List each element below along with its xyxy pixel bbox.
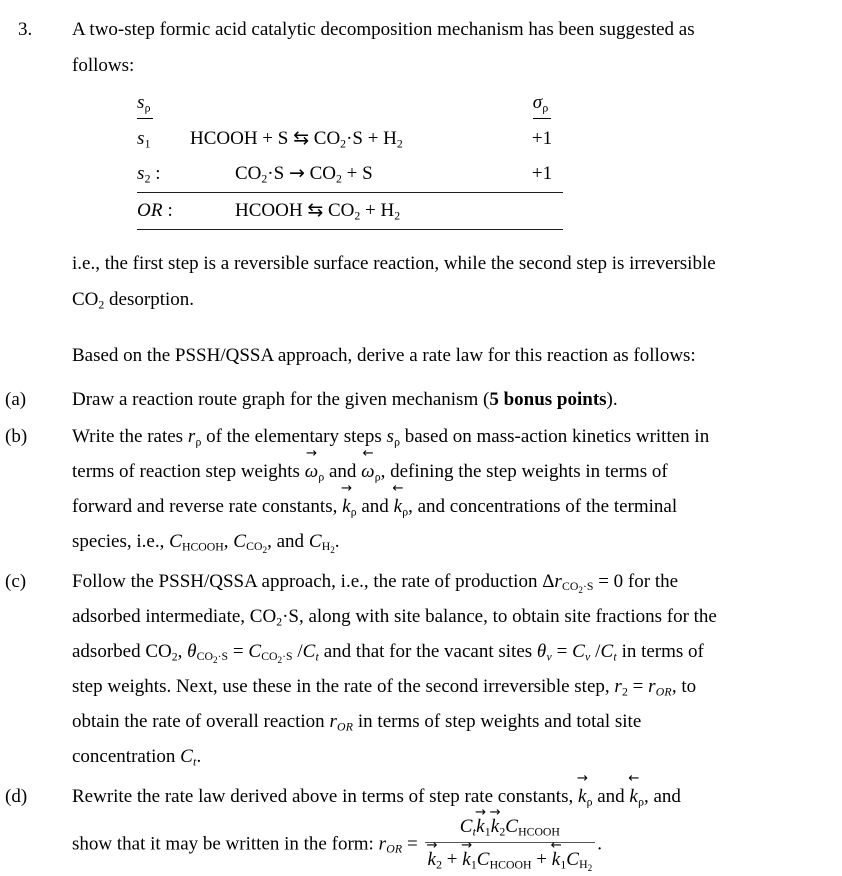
mechanism-table-header — [137, 88, 563, 119]
part-a-text: Draw a reaction route graph for the given mechanism (5 bonus points). — [72, 389, 618, 410]
overall-reaction-row — [137, 193, 563, 230]
overall-reaction-label: OR : — [137, 200, 173, 221]
part-c-row — [0, 564, 842, 774]
part-d-row — [0, 771, 842, 876]
overall-reaction-equation: HCOOH ⇆ $CO_2 + H_2$ — [235, 199, 401, 223]
approach-text: Based on the PSSH/QSSA approach, derive a rate law for this reaction as follows: — [72, 345, 696, 366]
mechanism-row-step1 — [137, 121, 563, 156]
step1-stoich-number: +1 — [531, 128, 553, 149]
part-b-text: Write the rates $r_\rho$ of the elementary steps $s_\rho$ based on mass-action kinetics written in terms of reaction step weights → $\omega_\rho$ and ← $\omega_\rho$, defining the step weights in terms of forward and reverse rate constants, → $k_\rho$ and ← $k_\rho$, and concentrations of the terminal species, i.e., $C_{HCOOH}$, $C_{CO_2}$, and $C_{H_2}$. — [72, 426, 710, 556]
part-c-text: Follow the PSSH/QSSA approach, i.e., the rate of production $\Delta r_{CO_2\cdot S} = 0$ for the adsorbed intermediate, $CO_2\cdot S$, along with site balance, to obtain site fractions for the adsorbed $CO_2$, $\theta_{CO_2\cdot S} = C_{CO_2\cdot S}$ $/C_t$ and that for the vacant sites $\theta_v = C_v$ $/C_t$ in terms of step weights. Next, use these in the rate of the second irreversible step, $r_2 = r_{OR}$, to obtain the rate of overall reaction $r_{OR}$ in terms of step weights and total site concentration $C_t$. — [72, 571, 717, 769]
sigma-column-header: $\sigma_\rho$ — [533, 88, 551, 119]
problem-3-block — [0, 12, 842, 84]
problem-number: 3. — [18, 19, 33, 40]
part-d-text: Rewrite the rate law derived above in terms of step rate constants, → $k_\rho$ and ← $k_\rho$, and show that it may be written in the form: $r_{OR}$ = $C_t$ → $k_1$ → $k_2C_{HCOOH}$ → $k_2$ + → $k_1C_{HCOOH}$ + ← $k_1C_{H_2}$ . — [72, 771, 681, 874]
part-d-label: (d) — [5, 786, 28, 807]
part-a-label: (a) — [5, 389, 27, 410]
problem-intro-text: A two-step formic acid catalytic decomposition mechanism has been suggested as follows: — [72, 19, 695, 76]
part-b-row — [0, 419, 842, 559]
part-a-row — [0, 382, 842, 417]
step2-label: $s_2$ : — [137, 163, 161, 186]
mechanism-row-step2 — [137, 156, 563, 193]
note-block — [0, 246, 842, 318]
approach-block — [0, 338, 842, 374]
note-text: i.e., the first step is a reversible surface reaction, while the second step is irreversible $CO_2$ desorption. — [72, 253, 716, 312]
step-column-header: $s_\rho$ — [137, 88, 153, 119]
step1-label: $s_1$ — [137, 128, 151, 151]
part-c-label: (c) — [5, 571, 27, 592]
step1-equation: HCOOH + S ⇆ $CO_2\cdot S + H_2$ — [190, 127, 403, 151]
part-b-label: (b) — [5, 426, 28, 447]
step2-stoich-number: +1 — [531, 163, 553, 184]
mechanism-table — [137, 88, 563, 230]
step2-equation: $CO_2\cdot S \to CO_2 + S$ — [235, 162, 373, 186]
